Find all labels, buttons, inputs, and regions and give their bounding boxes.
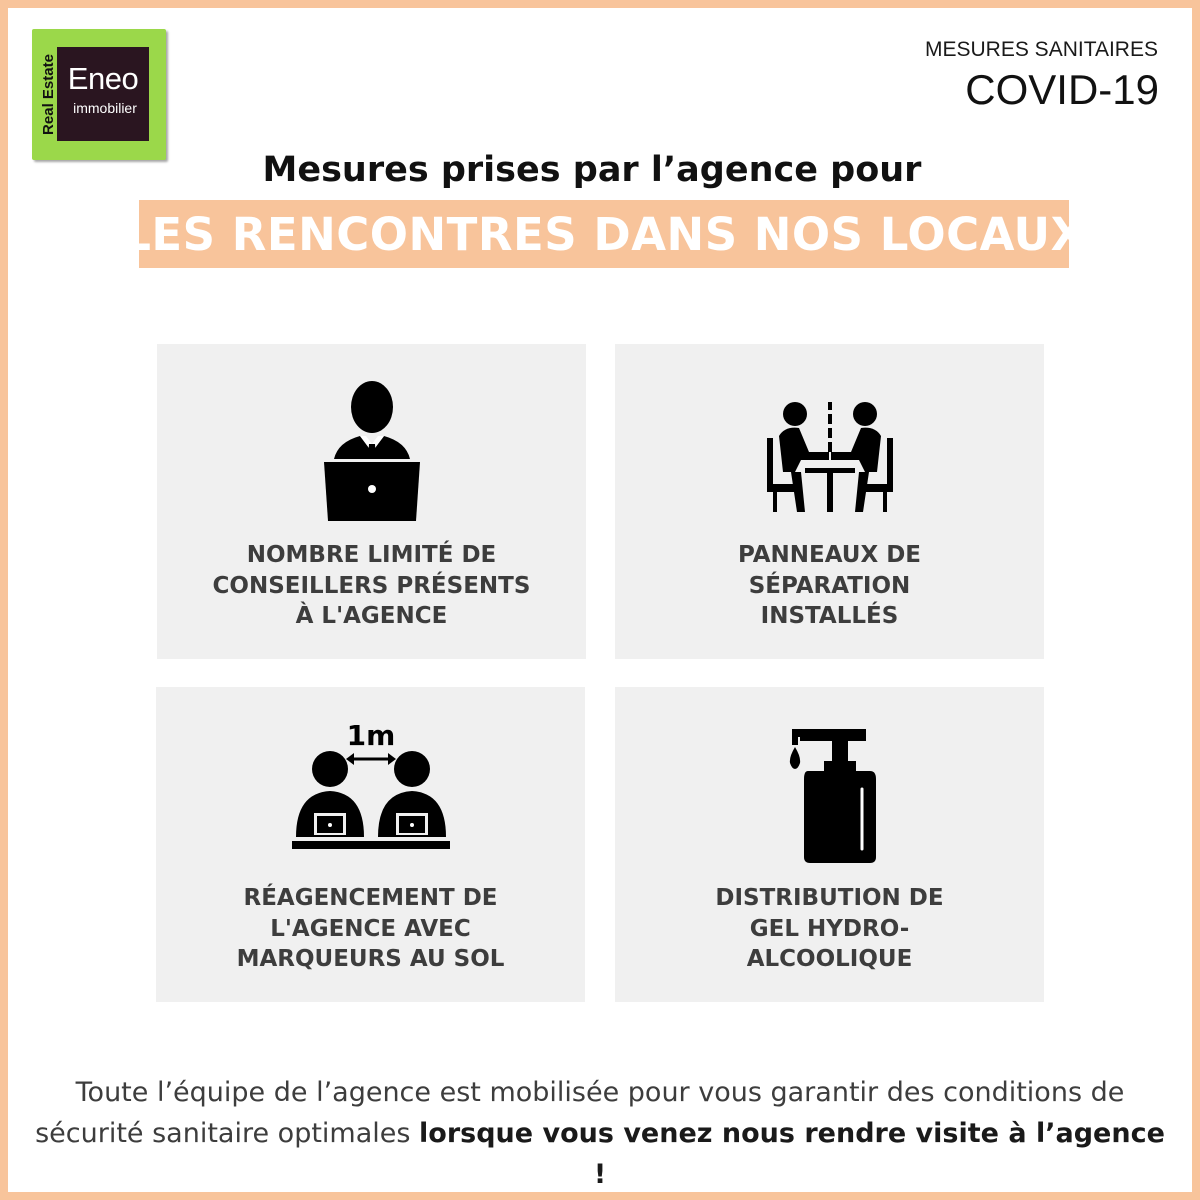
distance-label: 1m [346,719,395,752]
footer-bold: lorsque vous venez nous rendre visite à l’agence ! [419,1118,1165,1190]
card-limited-advisors [157,344,586,659]
hand-sanitizer-icon [615,707,1044,887]
card-label: NOMBRE LIMITÉ DE CONSEILLERS PRÉSENTS À L'AGENCE [212,542,531,629]
card-label: RÉAGENCEMENT DE L'AGENCE AVEC MARQUEURS AU SOL [236,885,505,972]
card-label: PANNEAUX DE SÉPARATION INSTALLÉS [737,542,922,629]
eneo-logo [32,29,166,160]
footer-normal: Toute l’équipe de l’agence est mobilisée pour vous garantir des conditions de sécurité sanitaire optimales [35,1077,1125,1149]
card-label: DISTRIBUTION DE GEL HYDRO- ALCOOLIQUE [715,885,944,972]
logo-vertical-text: Real Estate [39,54,57,135]
logo-subtext: immobilier [73,100,137,116]
banner-text: LES RENCONTRES DANS NOS LOCAUX [122,207,1086,261]
main-title: Mesures prises par l’agence pour [262,150,922,190]
person-at-laptop-icon [157,364,586,544]
distancing-1m-icon [156,707,585,887]
people-separated-by-panel-icon [615,364,1044,544]
header-subtitle: MESURES SANITAIRES [925,38,1158,61]
logo-word: Eneo [67,61,139,96]
banner [122,200,1086,268]
card-floor-markers [156,687,585,1002]
card-hand-sanitizer [615,687,1044,1002]
footer-text [30,1072,1170,1195]
header-title: COVID-19 [965,66,1159,113]
card-separation-panels [615,344,1044,659]
